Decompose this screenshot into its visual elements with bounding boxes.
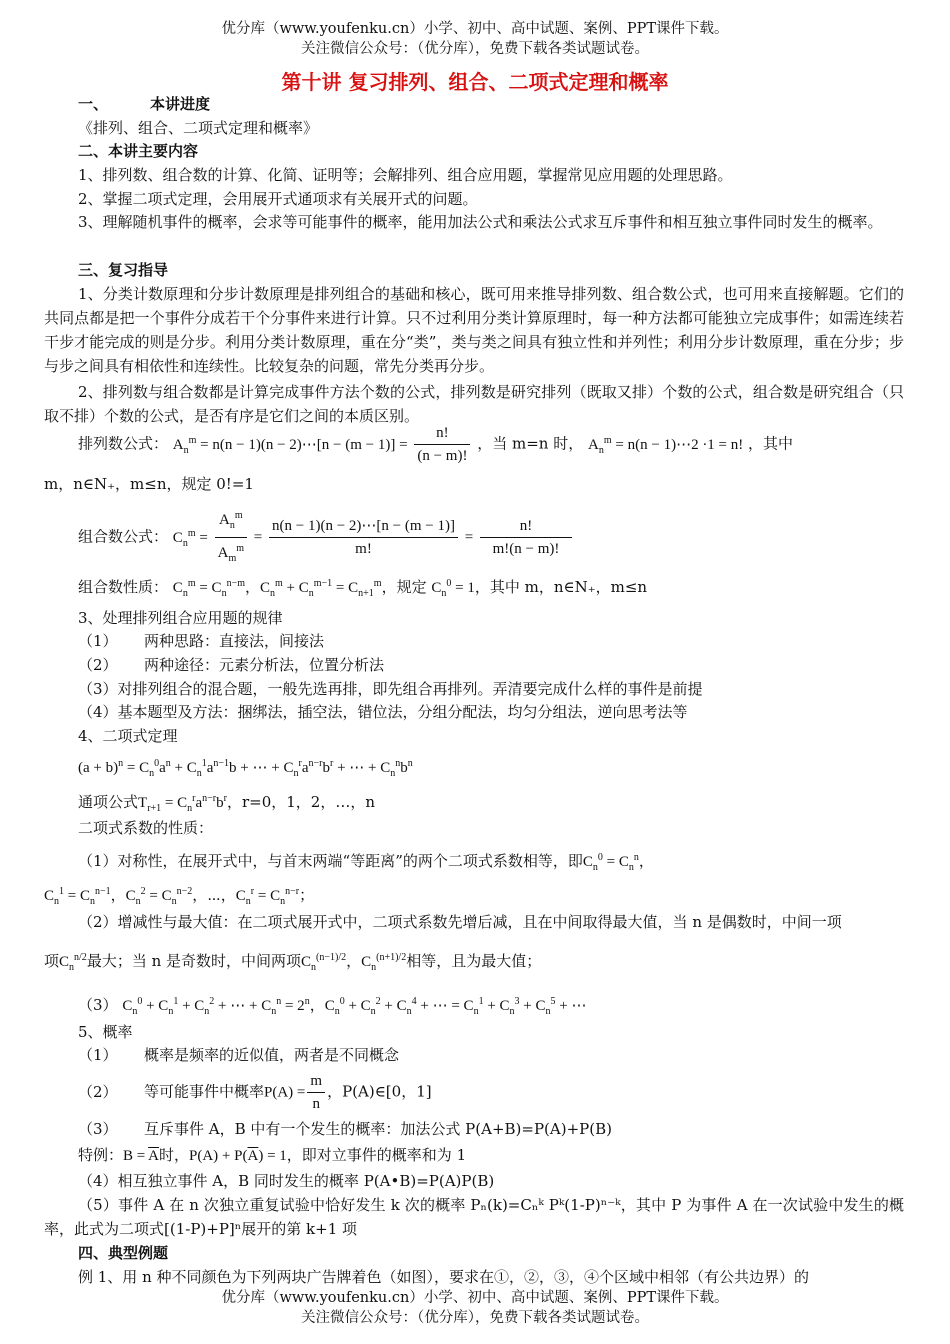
probability-item-3: （3） 互斥事件 A，B 中有一个发生的概率：加法公式 P(A+B)=P(A)+P(B) <box>78 1120 612 1138</box>
section-1-text: 《排列、组合、二项式定理和概率》 <box>78 119 319 137</box>
permutation-formula: 排列数公式： $A_n^m = n(n - 1)(n$ − 2)⋯[n − (m − 1)] = $\frac{n!}{(n - m)!}$ ，当 m=n 时， $A_n^m = n(n$ − 1)⋯2 ·1 = n! ，其中 <box>78 422 793 467</box>
footer-line-1: 优分库（www.youfenku.cn）小学、初中、高中试题、案例、PPT课件下载。 <box>221 1290 729 1306</box>
section-2-item-1: 1、排列数、组合数的计算、化简、证明等；会解排列、组合应用题，掌握常见应用题的处理思路。 <box>78 166 733 184</box>
probability-heading: 5、概率 <box>78 1023 133 1041</box>
binomial-heading: 4、二项式定理 <box>78 727 178 745</box>
symmetry-property: （1）对称性，在展开式中，与首末两端“等距离”的两个二项式系数相等，即$C_n^0 = C_n^n$， <box>78 852 654 873</box>
header-line-1: 优分库（www.youfenku.cn）小学、初中、高中试题、案例、PPT课件下载。 <box>221 21 729 37</box>
symmetry-examples: $C_n^1 = C_n^{n-1}$，$C_n^2 = C_n^{n-2}$，⋯，$C_n^r = C_n^{n-r}$； <box>44 886 315 907</box>
rule-3-item-1: （1） 两种思路：直接法，间接法 <box>78 632 325 650</box>
combination-properties: 组合数性质： $C_n^m = C_n^{n-m}$，$C_n^m + C_n^{m-1} = C_{n+1}^m$，规定 $C_n^0 = 1$，其中 m，n∈N₊，m≤n <box>78 578 648 599</box>
monotonicity-property: （2）增减性与最大值：在二项式展开式中，二项式系数先增后减，且在中间取得最大值，当 n 是偶数时，中间一项 <box>78 913 842 931</box>
probability-item-5: （5）事件 A 在 n 次独立重复试验中恰好发生 k 次的概率 Pₙ(k)=Cₙᵏ Pᵏ(1-P)ⁿ⁻ᵏ，其中 P 为事件 A 在一次试验中发生的概率，此式为二项式[(1-P)+P]ⁿ展开的第 k+1 项 <box>44 1196 904 1238</box>
probability-item-4: （4）相互独立事件 A，B 同时发生的概率 P(A•B)=P(A)P(B) <box>78 1172 495 1190</box>
section-3-heading: 三、复习指导 <box>78 261 169 279</box>
general-term: 通项公式$T_{r+1} = C_n^ra^{n-r}b^r$，r=0，1，2，…，n <box>78 793 376 814</box>
rule-3-item-4: （4）基本题型及方法：捆绑法，插空法，错位法，分组分配法，均匀分组法，逆向思考法等 <box>78 703 688 721</box>
combination-formula: 组合数公式： $C_n^m$ = $\frac{A_n^m}{A_m^m}$ = $\frac{n(n - 1)(n - 2)\cdots[n - (m - 1)]}{m!}$ = $\frac{n!}{m!(n - m)!}$ <box>78 505 574 570</box>
section-1-number: 一、 <box>78 95 109 113</box>
section-1-title: 本讲进度 <box>150 95 211 113</box>
section-3-paragraph-2: 2、排列数与组合数都是计算完成事件方法个数的公式，排列数是研究排列（既取又排）个数的公式，组合数是研究组合（只取不排）个数的公式，是否有序是它们之间的本质区别。 <box>44 383 904 425</box>
coefficient-sum-property: （3） $C_n^0 + C_n^1 + C_n^2$ + ⋯ + $C_n^n = 2^n$，$C_n^0 + C_n^2 + C_n^4$ + ⋯ = $C_n^1 + C_n^3 + C_n^5$ + ⋯ <box>78 996 587 1017</box>
section-2-item-3: 3、理解随机事件的概率，会求等可能事件的概率，能用加法公式和乘法公式求互斥事件和相互独立事件同时发生的概率。 <box>78 213 883 231</box>
special-case: 特例：$B = \overline{A}$时，$P(A) + P(\overline{A}) = 1$，即对立事件的概率和为 1 <box>78 1146 467 1164</box>
footer-line-2: 关注微信公众号：（优分库），免费下载各类试题试卷。 <box>301 1310 649 1326</box>
probability-item-1: （1） 概率是频率的近似值，两者是不同概念 <box>78 1046 400 1064</box>
header-line-2: 关注微信公众号：（优分库），免费下载各类试题试卷。 <box>301 41 649 57</box>
binomial-expansion: $(a + b)^n = C_n^0a^n + C_n^1a^{n-1}b$ + ⋯ + $C_n^ra^{n-r}b^r$ + ⋯ + $C_n^nb^n$ <box>78 758 413 779</box>
rule-3-item-3: （3）对排列组合的混合题，一般先选再排，即先组合再排列。弄清要完成什么样的事件是前提 <box>78 680 703 698</box>
permutation-fraction: $\frac{n!}{(n - m)!}$ <box>414 422 470 467</box>
section-2-heading: 二、本讲主要内容 <box>78 142 199 160</box>
rule-3-item-2: （2） 两种途径：元素分析法，位置分析法 <box>78 656 385 674</box>
section-1-heading <box>78 92 210 116</box>
permutation-condition: m，n∈N₊，m≤n，规定 0!=1 <box>44 475 254 493</box>
coefficient-heading: 二项式系数的性质： <box>78 819 214 837</box>
permutation-label: 排列数公式： <box>78 434 169 453</box>
rule-3-heading: 3、处理排列组合应用题的规律 <box>78 609 283 627</box>
section-4-heading: 四、典型例题 <box>78 1244 169 1262</box>
probability-item-2: （2） 等可能事件中概率P(A) = $\frac{m}{n}$ ，P(A)∈[0，1] <box>78 1070 432 1115</box>
section-3-paragraph-1: 1、分类计数原理和分步计数原理是排列组合的基础和核心，既可用来推导排列数、组合数公式，也可用来直接解题。它们的共同点都是把一个事件分成若干个分事件来进行计算。只不过利用分类计算原理时，每一种方法都可能独立完成事件；如需连续若干步才能完成的则是分步。利用分类计数原理，重在分“类”，类与类之间具有独立性和并列性；利用分步计数原理，重在分步；步与步之间具有相依性和连续性。比较复杂的问题，常先分类再分步。 <box>44 285 904 375</box>
combination-label: 组合数公式： <box>78 527 169 546</box>
section-2-item-2: 2、掌握二项式定理，会用展开式通项求有关展开式的问题。 <box>78 190 478 208</box>
page-title: 第十讲 复习排列、组合、二项式定理和概率 <box>281 70 669 94</box>
example-1: 例 1、用 n 种不同颜色为下列两块广告牌着色（如图），要求在①，②，③，④个区域中相邻（有公共边界）的 <box>78 1268 810 1286</box>
maximum-property: 项$C_n^{n/2}$最大；当 n 是奇数时，中间两项$C_n^{(n-1)/2}$，$C_n^{(n+1)/2}$相等，且为最大值； <box>44 952 542 973</box>
